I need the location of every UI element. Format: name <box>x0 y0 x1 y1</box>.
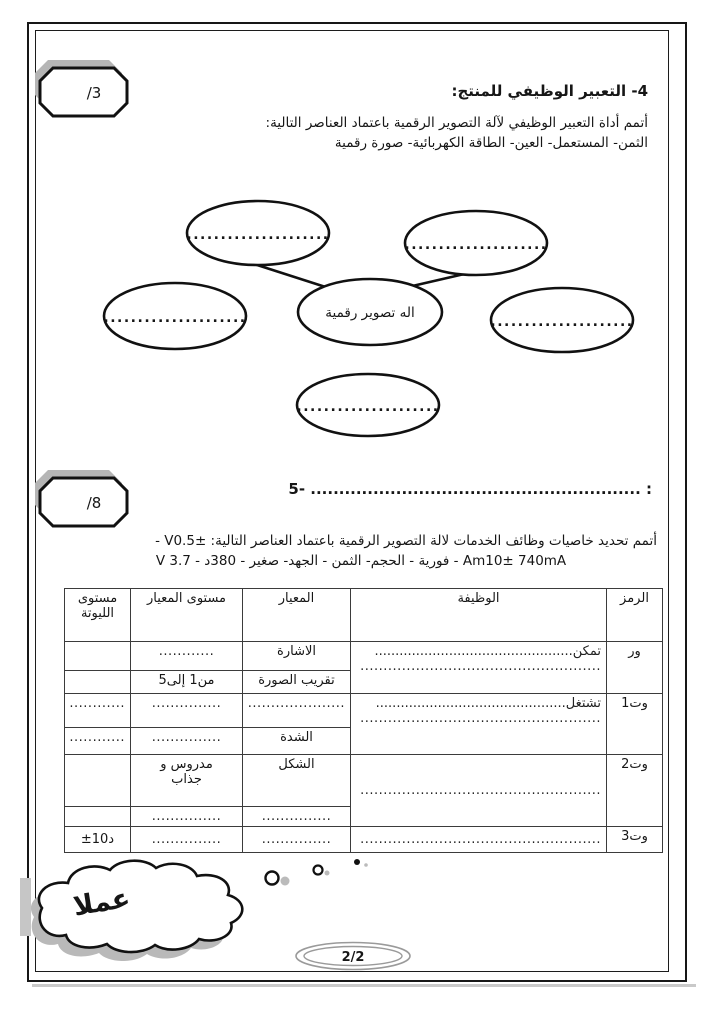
score-value-mid: /8 <box>86 494 102 512</box>
header-symbol: الرمز <box>607 589 663 642</box>
section5-intro-line2: Am10± 740mA - فورية - الحجم- الثمن - الجهد- صغير - 380د - V 3.7 <box>155 552 567 569</box>
cell-symbol: وت1 <box>607 694 663 755</box>
cell-flexibility <box>65 671 131 694</box>
cell-criterion: ............... <box>243 807 351 827</box>
header-function: الوظيفة <box>351 589 607 642</box>
score-box-mid <box>32 464 138 534</box>
header-flexibility-level: مستوى الليوتة <box>65 589 131 642</box>
cell-symbol: وت3 <box>607 827 663 853</box>
cell-criterion: ..................... <box>243 694 351 728</box>
header-criterion-level: مستوى المعيار <box>131 589 243 642</box>
function-line: .................................................... <box>360 659 601 674</box>
cell-flexibility: ............ <box>65 694 131 728</box>
score-box-octagon <box>40 68 127 116</box>
table-row <box>65 642 663 671</box>
score-box-octagon <box>40 478 127 526</box>
cell-criterion: الشكل <box>243 755 351 807</box>
level-line: جذاب <box>171 772 202 787</box>
bubble-circle <box>266 872 279 885</box>
cell-criterion: تقريب الصورة <box>243 671 351 694</box>
cell-criterion: ............... <box>243 827 351 853</box>
cloud-label: عملا <box>71 882 133 923</box>
cloud-shape <box>39 861 242 952</box>
cell-function <box>351 694 607 755</box>
function-line: تشتغل.............................................. <box>375 696 601 711</box>
cell-criterion-level: ............... <box>131 694 243 728</box>
bubble-circle <box>314 866 323 875</box>
section4-intro-line1: أتمم أداة التعبير الوظيفي لآلة التصوير الرقمية باعتماد العناصر التالية: <box>265 115 648 131</box>
cell-flexibility: ±10د <box>65 827 131 853</box>
cell-flexibility: ............ <box>65 728 131 755</box>
diagram-node-top-left-label: ..................... <box>186 227 330 243</box>
cell-flexibility <box>65 807 131 827</box>
table-row <box>65 694 663 728</box>
spec-table <box>64 588 663 853</box>
page-number: 2/2 <box>341 950 365 965</box>
level-line: مدروس و <box>160 757 213 772</box>
cell-criterion: الاشارة <box>243 642 351 671</box>
section4-intro-line2: الثمن- المستعمل- العين- الطاقة الكهربائية- صورة رقمية <box>334 134 648 151</box>
score-value-top: /3 <box>86 84 102 102</box>
cell-criterion-level: ............... <box>131 807 243 827</box>
function-diagram <box>95 188 655 443</box>
table-row <box>65 755 663 807</box>
section4-intro <box>73 114 648 153</box>
diagram-node-bottom-label: ..................... <box>296 399 440 415</box>
section4-title: 4- التعبير الوظيفي للمنتج: <box>451 82 648 100</box>
cell-flexibility <box>65 755 131 807</box>
cell-symbol: ور <box>607 642 663 694</box>
cell-function <box>351 642 607 694</box>
page-number-badge <box>285 938 435 978</box>
section5-title: 5- .......................................................... : <box>288 480 652 498</box>
thought-bubbles <box>255 852 385 897</box>
cloud-callout <box>18 856 278 961</box>
function-line: تمكن................................................ <box>374 644 601 659</box>
bubble-dot-black <box>354 859 360 865</box>
cell-function: .................................................... <box>351 755 607 827</box>
cell-criterion-level: ............ <box>131 642 243 671</box>
function-line: .................................................... <box>360 711 601 726</box>
header-criterion: المعيار <box>243 589 351 642</box>
bubble-dot-gray <box>281 877 290 886</box>
cell-criterion-level: من1 إلى5 <box>131 671 243 694</box>
bubble-dot-gray <box>325 871 330 876</box>
cell-criterion-level: ............... <box>131 728 243 755</box>
diagram-node-right-label: ..................... <box>490 314 634 330</box>
cell-symbol: وت2 <box>607 755 663 827</box>
diagram-node-top-right-label: ..................... <box>404 237 548 253</box>
cell-flexibility <box>65 642 131 671</box>
cell-function: .................................................... <box>351 827 607 853</box>
scan-shadow-bottom <box>32 984 696 987</box>
bubble-dot-gray <box>364 863 368 867</box>
diagram-node-center-label: اله تصوير رقمية <box>325 305 415 321</box>
cell-criterion: الشدة <box>243 728 351 755</box>
section5-intro-line1: أتمم تحديد خاصيات وظائف الخدمات لالة التصوير الرقمية باعتماد العناصر التالية: V0.5± - <box>155 533 657 549</box>
section5-intro <box>65 532 657 571</box>
diagram-node-left-label: ..................... <box>103 310 247 326</box>
table-header-row <box>65 589 663 642</box>
cell-criterion-level: ............... <box>131 827 243 853</box>
cell-criterion-level <box>131 755 243 807</box>
table-row <box>65 827 663 853</box>
